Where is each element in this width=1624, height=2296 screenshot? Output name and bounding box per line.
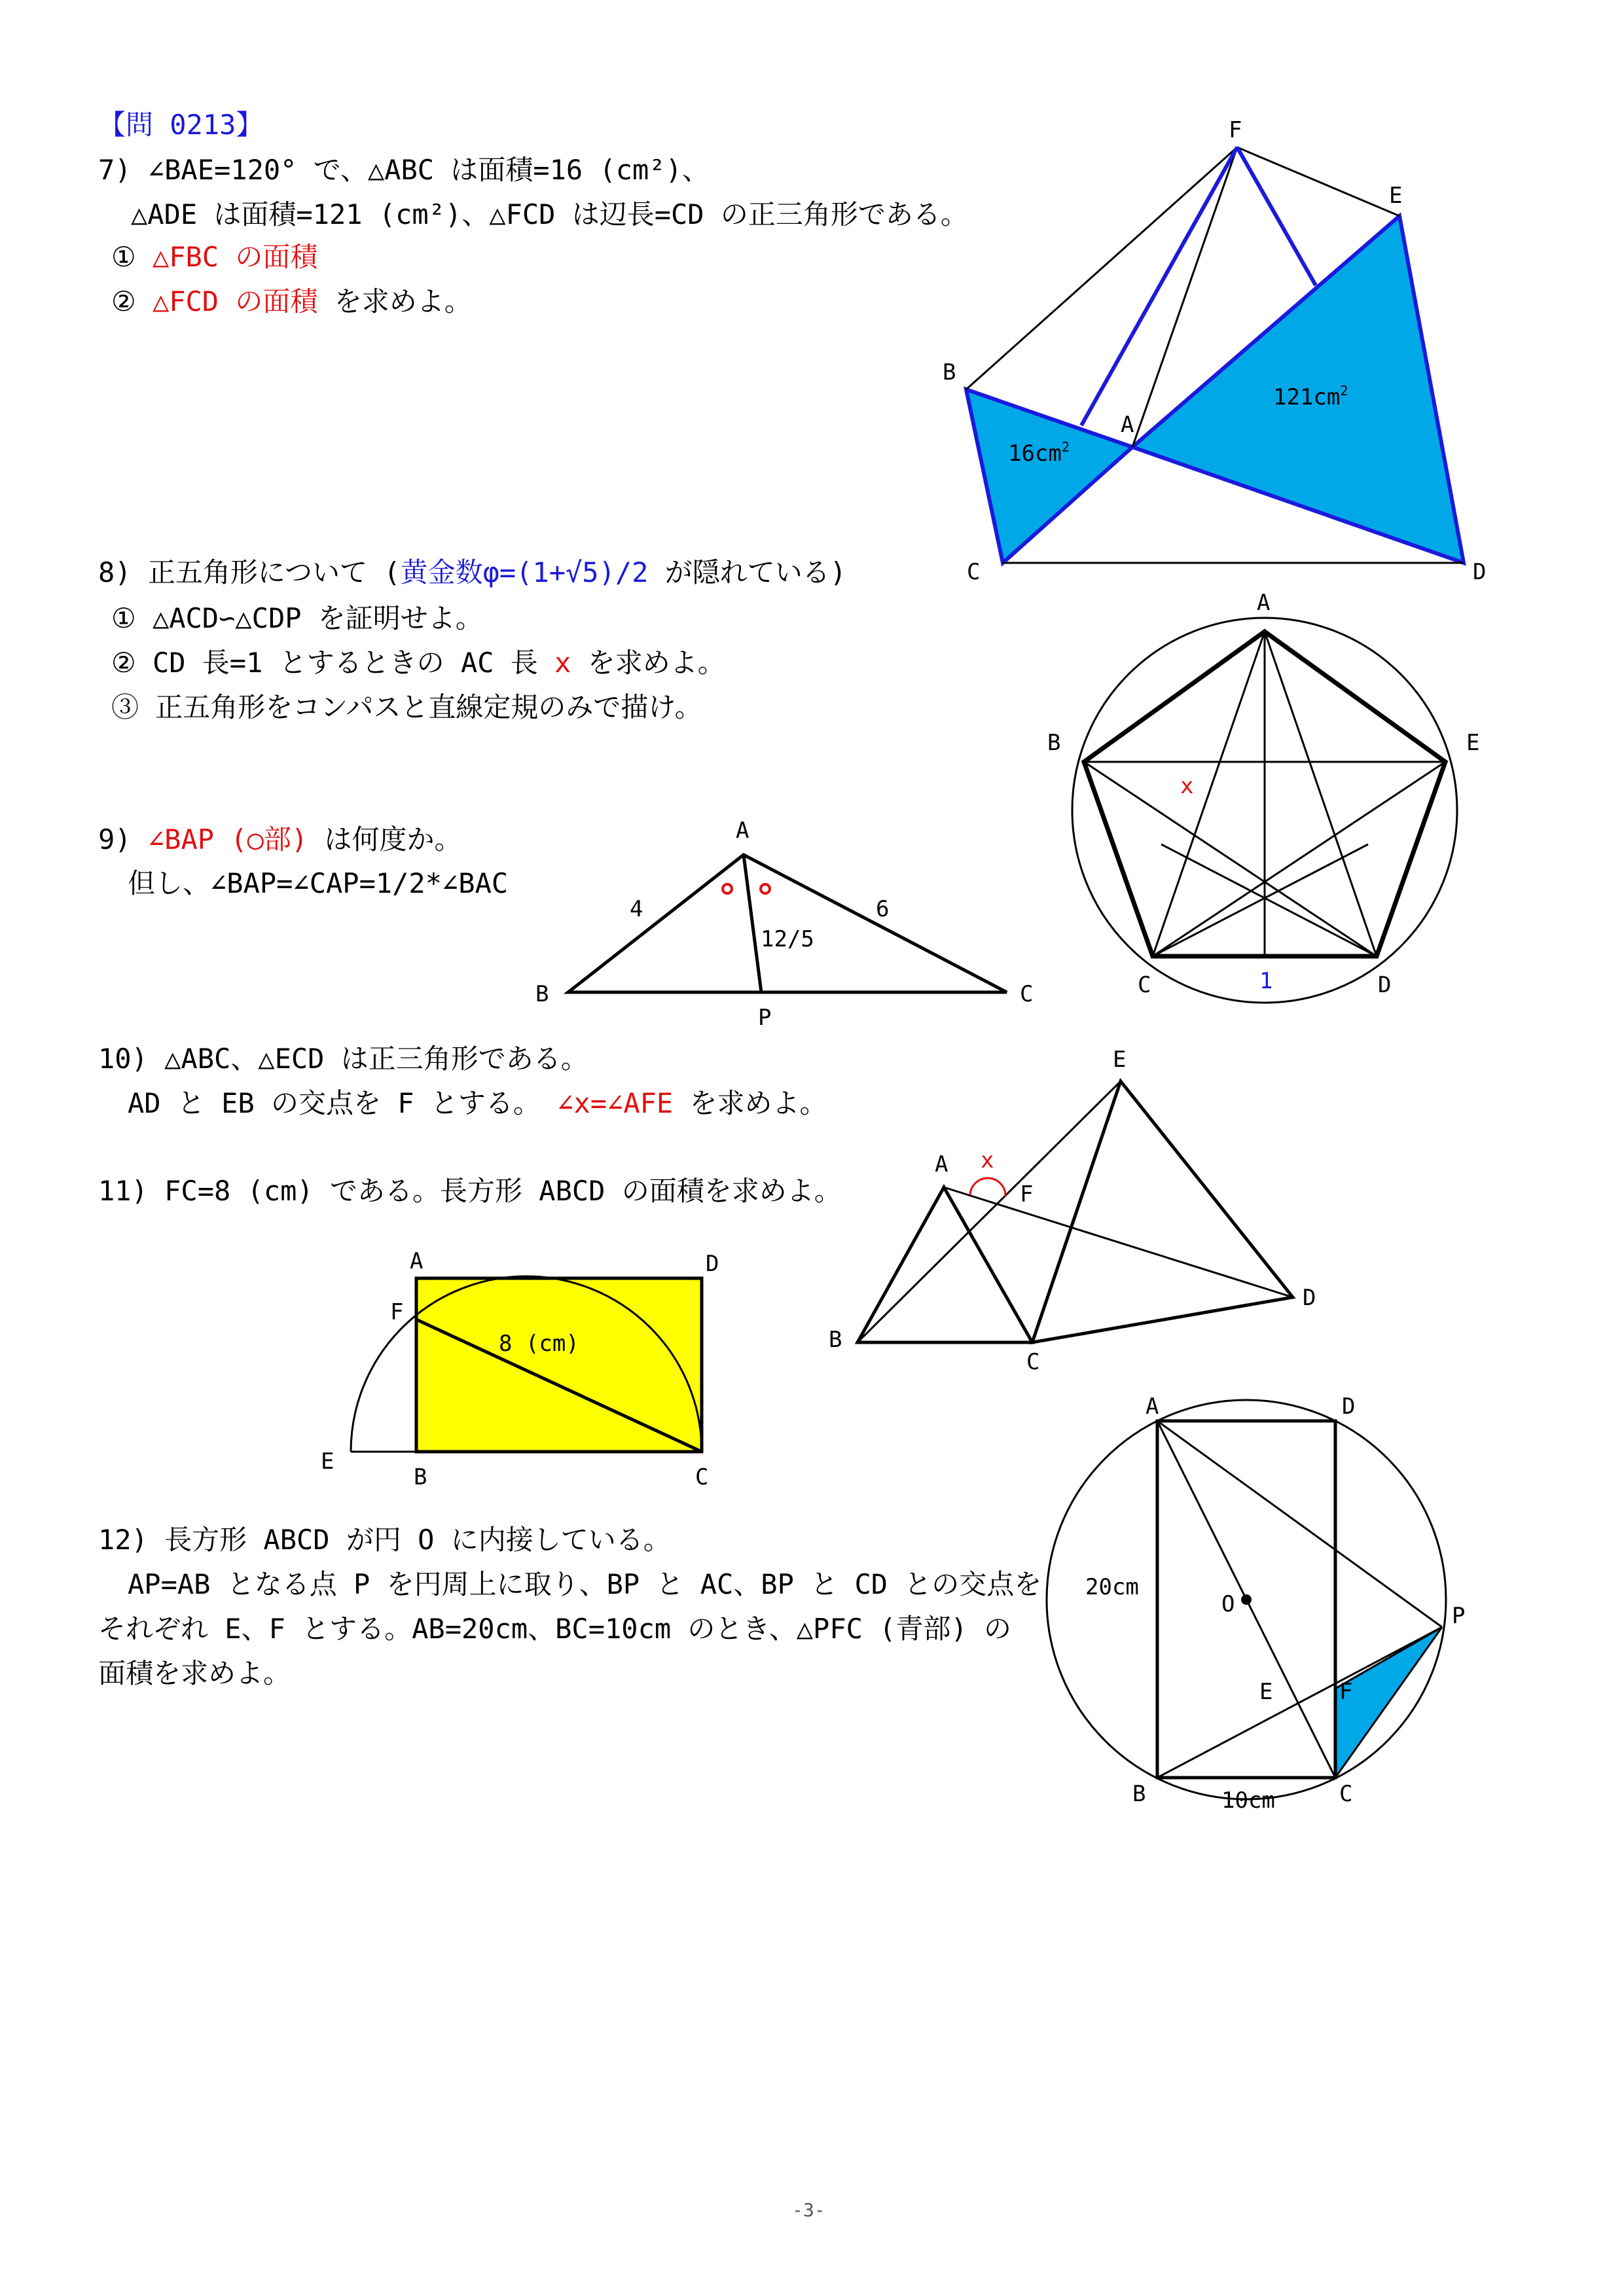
q8-item3: ③ 正五角形をコンパスと直線定規のみで描け。: [111, 691, 702, 723]
q11-label-c: C: [695, 1464, 709, 1490]
q7-figure: [943, 117, 1486, 585]
q11-label-d: D: [706, 1251, 719, 1277]
q11-figure: [321, 1248, 719, 1490]
q12-seg-ap: [1157, 1421, 1442, 1627]
q7-triangle-abc: [966, 389, 1132, 563]
q12-len-bc: 10cm: [1221, 1787, 1275, 1814]
q8-line1-suffix: が隠れている): [664, 556, 847, 588]
q10-line2-red: ∠x=∠AFE: [557, 1087, 674, 1119]
q7-item1-text: △FBC の面積: [152, 241, 318, 273]
q8-label-a: A: [1257, 590, 1271, 616]
page-number: -3-: [792, 2199, 825, 2221]
q10-figure: [829, 1047, 1316, 1375]
q9-line1-suffix: は何度か。: [324, 823, 462, 855]
q7-line1: 7) ∠BAE=120° で、△ABC は面積=16 (cm²)、: [98, 154, 710, 186]
q7-item2-suffix: を求めよ。: [334, 285, 472, 317]
q12-seg-bp: [1157, 1627, 1442, 1778]
q7-line2: △ADE は面積=121 (cm²)、△FCD は辺長=CD の正三角形である。: [131, 198, 968, 230]
q9-angle-mark-right: [761, 884, 770, 893]
q9-line1-prefix: 9): [98, 823, 132, 855]
q8-golden-ratio: 黄金数φ=(1+√5)/2: [400, 556, 649, 588]
q8-item1: ① △ACD∽△CDP を証明せよ。: [111, 602, 483, 634]
q12-label-e: E: [1259, 1679, 1273, 1705]
q7-area-large: [1273, 383, 1348, 410]
q12-label-o: O: [1221, 1591, 1235, 1617]
q10-label-d: D: [1303, 1285, 1316, 1311]
q9-line2: 但し、∠BAP=∠CAP=1/2*∠BAC: [128, 867, 509, 899]
q12-label-c: C: [1339, 1781, 1353, 1807]
q9-len-ap: 12/5: [761, 926, 814, 952]
q12-label-f: F: [1339, 1679, 1353, 1705]
q10-triangle-abc: [857, 1187, 1032, 1342]
q11-len-fc: 8 (cm): [499, 1331, 579, 1357]
q12-line4: 面積を求めよ。: [98, 1657, 291, 1689]
q9-label-b: B: [535, 981, 549, 1007]
q8-label-c: C: [1138, 972, 1151, 998]
q12-label-p: P: [1452, 1603, 1466, 1629]
q8-figure: [1047, 590, 1479, 1003]
q8-item2-x: x: [554, 647, 571, 679]
q8-label-b: B: [1047, 730, 1061, 756]
q11-rectangle: [416, 1278, 702, 1452]
q9-line1-red: ∠BAP (○部): [147, 823, 308, 855]
q9-len-ab: 4: [630, 896, 643, 922]
q8-label-d: D: [1378, 972, 1392, 998]
q9-angle-mark-left: [723, 884, 732, 893]
q7-area-large-text: 121cm: [1273, 384, 1341, 410]
header-title: 【問 0213】: [98, 109, 264, 141]
q7-area-small: [1008, 439, 1070, 467]
q11-label-f: F: [390, 1299, 404, 1325]
q11-label-a: A: [410, 1248, 424, 1274]
q7-label-c: C: [967, 559, 981, 585]
q10-triangle-ecd: [1032, 1081, 1293, 1342]
q10-line2-prefix: AD と EB の交点を F とする。: [128, 1087, 541, 1119]
q10-label-c: C: [1026, 1349, 1040, 1375]
q9-figure: [535, 817, 1033, 1031]
q7-label-e: E: [1389, 183, 1403, 209]
q9-label-p: P: [758, 1005, 772, 1031]
q9-len-ac: 6: [876, 896, 890, 922]
q10-line1: 10) △ABC、△ECD は正三角形である。: [98, 1043, 588, 1075]
q7-item2-text: △FCD の面積: [152, 285, 318, 317]
q12-center-dot: [1241, 1594, 1252, 1605]
q7-label-b: B: [943, 359, 956, 386]
q10-seg-eb: [857, 1081, 1121, 1342]
q10-label-x: x: [981, 1147, 994, 1174]
q9-label-c: C: [1020, 981, 1034, 1007]
q7-item1-num: ①: [111, 241, 136, 273]
q10-angle-arc: [970, 1178, 1005, 1196]
q12-label-b: B: [1132, 1781, 1146, 1807]
q10-label-b: B: [829, 1327, 842, 1353]
q12-len-ab: 20cm: [1085, 1574, 1139, 1600]
q11-label-e: E: [321, 1448, 334, 1475]
q12-label-a: A: [1146, 1393, 1159, 1420]
q7-label-a: A: [1121, 412, 1134, 438]
q12-label-d: D: [1342, 1393, 1356, 1420]
q11-line1: 11) FC=8 (cm) である。長方形 ABCD の面積を求めよ。: [98, 1175, 842, 1207]
q9-triangle-abc: [568, 855, 1007, 992]
q8-item2-suffix: を求めよ。: [587, 647, 725, 679]
q10-label-e: E: [1113, 1047, 1127, 1073]
q10-label-f: F: [1020, 1181, 1034, 1208]
q12-line3: それぞれ E、F とする。AB=20cm、BC=10cm のとき、△PFC (青部) の: [98, 1613, 1012, 1645]
q8-label-x: x: [1180, 773, 1194, 799]
q9-label-a: A: [736, 817, 749, 844]
q7-seg-fd: [1237, 147, 1316, 285]
q7-area-small-sup: 2: [1061, 439, 1070, 455]
q7-label-f: F: [1229, 117, 1242, 143]
q10-label-a: A: [935, 1151, 948, 1177]
q12-line1: 12) 長方形 ABCD が円 O に内接している。: [98, 1524, 671, 1556]
q7-area-large-sup: 2: [1340, 383, 1348, 399]
q12-figure: [1047, 1393, 1465, 1814]
q8-item2-prefix: ② CD 長=1 とするときの AC 長: [111, 647, 538, 679]
q7-seg-fe: [1237, 147, 1399, 216]
q9-seg-ap: [744, 855, 761, 992]
q8-label-e: E: [1466, 730, 1480, 756]
q8-line1-prefix: 8) 正五角形について (: [98, 556, 401, 588]
q7-seg-bf: [966, 147, 1237, 389]
q12-line2: AP=AB となる点 P を円周上に取り、BP と AC、BP と CD との交点を: [128, 1568, 1042, 1600]
q8-label-one: 1: [1259, 968, 1273, 994]
q7-item2-num: ②: [111, 285, 136, 317]
q10-line2-suffix: を求めよ。: [689, 1087, 827, 1119]
q7-area-small-text: 16cm: [1008, 440, 1062, 467]
q11-label-b: B: [414, 1464, 427, 1490]
q7-label-d: D: [1473, 559, 1487, 585]
